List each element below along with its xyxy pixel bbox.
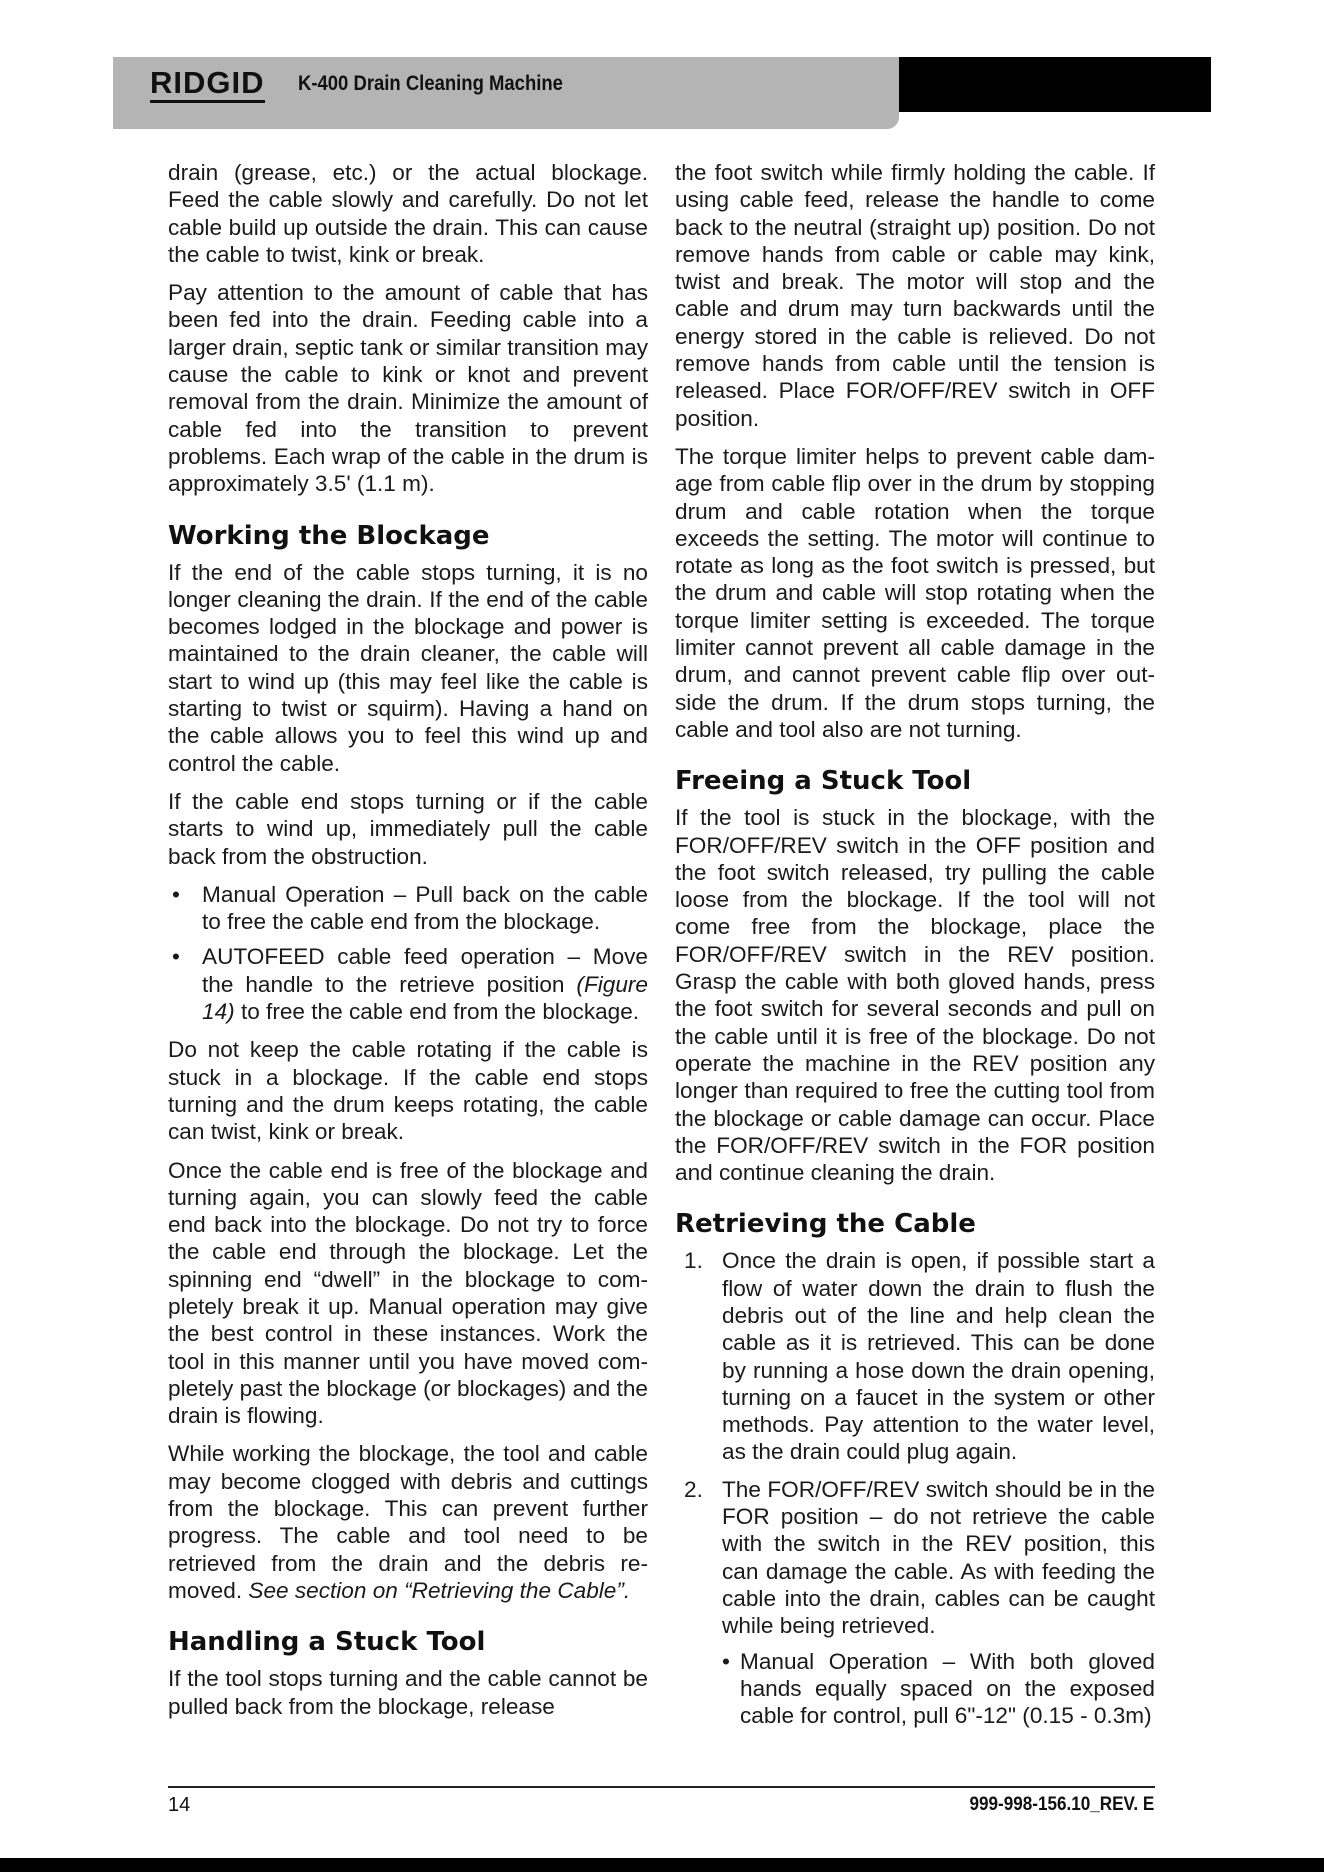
bullet-list [168, 881, 648, 1025]
list-item-text: to free the cable end from the blockage. [240, 999, 640, 1025]
paragraph: If the tool is stuck in the blockage, with the FOR/OFF/REV switch in the OFF position and the foot switch released, try pulling the cable loose from the blockage. If the tool will not come free from the blockage, place the FOR/OFF/REV switch in the REV position. Grasp the cable with both gloved hands, press the foot switch for several seconds and pull on the cable until it is free of the blockage. Do not operate the machine in the REV position any longer than required to free the cutting tool from the blockage or cable damage can occur. Place the FOR/OFF/REV switch in the FOR position and continue cleaning the drain. [675, 805, 1155, 1186]
list-item: • Manual Operation – Pull back on the cable to free the cable end from the blockage. [202, 881, 648, 936]
right-column [675, 159, 1155, 1739]
footer-divider [168, 1786, 1155, 1788]
header-black-block [899, 57, 1211, 112]
section-heading-working-the-blockage: Working the Blockage [168, 520, 490, 551]
step-number: 1. [684, 1248, 703, 1274]
section-heading-freeing-a-stuck-tool: Freeing a Stuck Tool [675, 766, 972, 797]
left-column [168, 159, 648, 1731]
paragraph: the foot switch while firmly holding the cable. If using cable feed, release the handle to come back to the neutral (straight up) position. Do not remove hands from cable or cable may kink, twist and break. The motor will stop and the cable and drum may turn backwards until the energy stored in the cable is relieved. Do not remove hands from cable until the tension is released. Place FOR/OFF/REV switch in OFF position. [675, 160, 1155, 431]
document-number: 999-998-156.10_REV. E [969, 1794, 1154, 1815]
sub-bullet-list [722, 1648, 1155, 1730]
paragraph: If the end of the cable stops turning, it is no longer cleaning the drain. If the end of the cable becomes lodged in the blockage and power is maintained to the drain cleaner, the cable will start to wind up (this may feel like the cable is starting to twist or squirm). Having a hand on the cable allows you to feel this wind up and control the cable. [168, 559, 648, 776]
paragraph: The torque limiter helps to prevent cable damage from cable flip over in the drum by stopping drum and cable rotation when the torque exceeds the setting. The motor will continue to rotate as long as the foot switch is pressed, but the drum and cable will stop rotating when the torque limiter setting is exceeded. The torque limiter cannot prevent all cable damage in the drum, and cannot prevent cable flip over outside the drum. If the drum stops turning, the cable and tool also are not turning. [675, 443, 1155, 742]
step-text: The FOR/OFF/REV switch should be in the FOR position – do not retrieve the cable with the switch in the REV position, this can damage the cable. As with feeding the cable into the drain, cables can be caught while being retrieved. [722, 1476, 1155, 1639]
figure-reference: (Figure 14) [202, 971, 648, 1025]
section-heading-retrieving-the-cable: Retrieving the Cable [675, 1209, 976, 1240]
paragraph: Once the cable end is free of the blockage and turning again, you can slowly feed the cable end back into the blockage. Do not try to force the cable end through the blockage. Let the spinning end “dwell” in the blockage to completely break it up. Manual operation may give the best control in these instances. Work the tool in this manner until you have moved completely past the blockage (or blockages) and the drain is flowing. [168, 1157, 648, 1429]
paragraph: Pay attention to the amount of cable that has been fed into the drain. Feeding cable into a larger drain, septic tank or similar transition may cause the cable to kink or knot and prevent removal from the drain. Minimize the amount of cable fed into the transition to prevent problems. Each wrap of the cable in the drum is approximately 3.5' (1.1 m). [168, 280, 648, 497]
list-item-text: AUTOFEED cable feed operation – Move the handle to the retrieve position [202, 944, 648, 997]
page-number: 14 [168, 1794, 191, 1816]
list-item [202, 943, 648, 1025]
step-number: 2. [684, 1476, 703, 1502]
paragraph [168, 1440, 648, 1604]
list-item [684, 1476, 1155, 1730]
list-item: • Manual Operation – With both gloved hands equally spaced on the exposed cable for control, pull 6"-12" (0.15 - 0.3m) [740, 1648, 1155, 1730]
brand-logo: RIDGID [150, 66, 265, 103]
bottom-edge-bar [0, 1858, 1324, 1872]
paragraph: Do not keep the cable rotating if the cable is stuck in a blockage. If the cable end stops turning and the drum keeps rotating, the cable can twist, kink or break. [168, 1037, 648, 1145]
document-title: K-400 Drain Cleaning Machine [298, 72, 563, 95]
paragraph-text: While working the blockage, the tool and cable may become clogged with debris and cuttings from the blockage. This can prevent further progress. The cable and tool need to be retrieved from the drain and the debris removed. [168, 1441, 648, 1603]
paragraph: If the tool stops turning and the cable cannot be pulled back from the blockage, release [168, 1666, 648, 1719]
section-heading-handling-a-stuck-tool: Handling a Stuck Tool [168, 1627, 486, 1658]
list-item [684, 1247, 1155, 1465]
paragraph: If the cable end stops turning or if the cable starts to wind up, immediately pull the cable back from the obstruction. [168, 788, 648, 869]
numbered-list [675, 1247, 1155, 1729]
paragraph: drain (grease, etc.) or the actual blockage. Feed the cable slowly and carefully. Do not let cable build up outside the drain. This can cause the cable to twist, kink or break. [168, 160, 648, 267]
section-reference: See section on “Retrieving the Cable”. [248, 1577, 631, 1603]
step-text: Once the drain is open, if possible start a flow of water down the drain to flush the debris out of the line and help clean the cable as it is retrieved. This can be done by running a hose down the drain opening, turning on a faucet in the system or other methods. Pay attention to the water level, as the drain could plug again. [722, 1248, 1155, 1465]
